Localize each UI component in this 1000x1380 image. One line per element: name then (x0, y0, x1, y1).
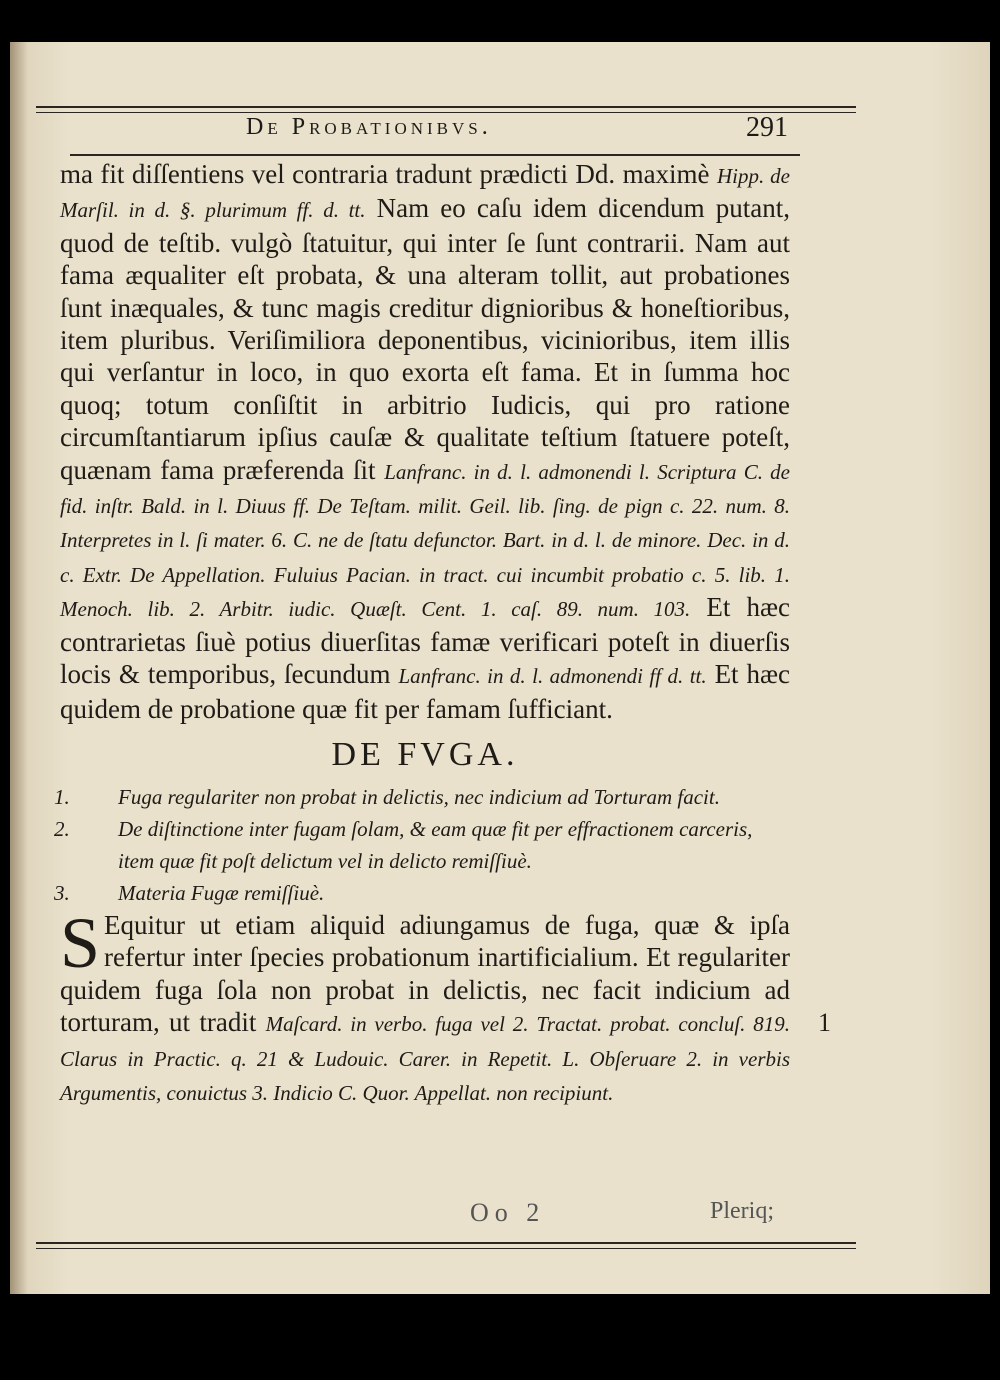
paragraph-fuga-text (60, 902, 790, 1106)
summary-number: 2. (54, 816, 70, 841)
bottom-rule-thin (36, 1248, 856, 1249)
spine-shadow (10, 42, 28, 1294)
paragraph-fuga (60, 902, 790, 1109)
text-run: ma fit diſſentiens vel contraria tradunt prædicti Dd. maximè (60, 159, 717, 189)
book-page (10, 42, 990, 1294)
summary-item (54, 877, 790, 909)
drop-cap: S (60, 902, 101, 983)
text-run: Equitur ut etiam aliquid adiungamus de fuga, quæ & ipſa refertur inter ſpecies probationum inartificialium. Et regulariter quidem fuga ſola non probat in delictis, nec facit indicium ad torturam, ut tradit (60, 909, 790, 1038)
citation: Maſcard. in verbo. fuga vel 2. Tractat. probat. concluſ. 819. Clarus in Practic. q. 21 & Ludouic. Carer. in Repetit. L. Obſeruare 2. in verbis Argumentis, conuictus 3. Indicio C. Quor. Appellat. non recipiunt. (60, 1012, 790, 1105)
summary-item (54, 813, 790, 877)
margin-marker: 1 (818, 1008, 831, 1037)
text-run: Nam eo caſu idem dicendum putant, quod de teſtib. vulgò ſtatuitur, qui inter ſe ſunt contrarii. Nam aut fama æqualiter eſt probata, & una alteram tollit, aut probationes ſunt inæquales, & tunc magis creditur dignioribus & honeſtioribus, item pluribus. Veriſimiliora deponentibus, vicinioribus, item illis qui verſantur in loco, in quo exorta eſt fama. Et in ſumma hoc quoq; totum conſiſtit in arbitrio Iudicis, qui pro ratione circumſtantiarum ipſius cauſæ & qualitate teſtium ſtatuere poteſt, quænam fama præferenda ſit (60, 193, 790, 485)
summary-number: 1. (54, 784, 70, 809)
main-text (54, 158, 790, 1109)
text-run: Et hæc quidem de probatione quæ fit per famam ſufficiant. (60, 659, 790, 724)
summary-number: 3. (54, 880, 70, 905)
citation: Lanfranc. in d. l. admonendi ff d. tt. (398, 664, 707, 689)
summary-text: De diſtinctione inter fugam ſolam, & eam quæ fit per effractionem carceris, item quæ fit poſt delictum vel in delicto remiſſiuè. (118, 816, 753, 873)
bottom-rule (36, 1242, 856, 1244)
summary-text: Materia Fugæ remiſſiuè. (118, 880, 325, 905)
running-head: De Probationibvs. (246, 114, 492, 140)
top-rule-thin (36, 112, 856, 113)
top-rule (36, 106, 856, 108)
catchword: Pleriq; (710, 1198, 774, 1224)
paragraph-fama (60, 158, 790, 725)
text-run: Et hæc contrarietas ſiuè potius diuerſitas famæ verificari poteſt in diuerſis locis & temporibus, ſecundum (60, 592, 790, 690)
section-summary (54, 781, 790, 909)
section-title: DE FVGA. (331, 735, 519, 773)
signature-mark: Oo 2 (470, 1198, 546, 1227)
summary-item (54, 781, 790, 813)
page-number: 291 (746, 112, 788, 143)
head-rule (70, 154, 800, 156)
summary-text: Fuga regulariter non probat in delictis, nec indicium ad Torturam facit. (118, 784, 720, 809)
citation: Lanfranc. in d. l. admonendi l. Scriptura C. de fid. inſtr. Bald. in l. Diuus ff. De Teſtam. milit. Geil. lib. ſing. de pign c. 22. num. 8. Interpretes in l. ſi mater. 6. C. ne de ſtatu defunctor. Bart. in d. l. de minore. Dec. in d. c. Extr. De Appellation. Fuluius Pacian. in tract. cui incumbit probatio c. 5. lib. 1. Menoch. lib. 2. Arbitr. iudic. Quæſt. Cent. 1. caſ. 89. num. 103. (60, 459, 790, 622)
citation: Hipp. de Marſil. in d. §. plurimum ff. d. tt. (60, 164, 790, 223)
